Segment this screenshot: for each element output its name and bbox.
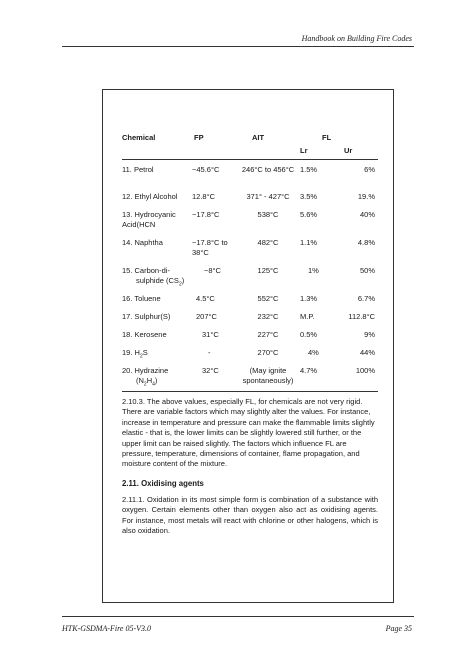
cell-ait: 482°C (257, 238, 279, 247)
cell-ait: 246°C to 456°C (241, 165, 295, 174)
cell-ait: 270°C (257, 348, 279, 357)
table-header-rule (122, 159, 378, 160)
formula-part: H (146, 375, 153, 385)
cell-ur: 4.8% (357, 238, 375, 247)
cell-chemical (122, 266, 192, 285)
footer-doc-id: HTK-GSDMA-Fire 05-V3.0 (62, 624, 152, 633)
chemical-formula: 19. H (122, 348, 140, 357)
chemical-line-1: 20. Hydrazine (122, 366, 169, 375)
chemical-formula-end: ) (181, 275, 185, 285)
table-header (122, 133, 378, 161)
header-chemical: Chemical (122, 133, 156, 142)
section-heading: 2.11. Oxidising agents (122, 479, 204, 488)
header-ur: Ur (344, 146, 353, 155)
cell-ait: (May ignite spontaneously) (242, 366, 294, 385)
cell-fp: 31°C (202, 330, 219, 339)
cell-fp: - (208, 348, 211, 357)
header-fp: FP (194, 133, 204, 142)
chemical-line-2 (122, 376, 157, 385)
cell-ait: 125°C (257, 266, 279, 275)
cell-lr: M.P. (300, 312, 315, 321)
formula-part: ) (154, 375, 158, 385)
cell-chemical: 12. Ethyl Alcohol (122, 192, 178, 201)
cell-fp: −17.8°C (192, 210, 220, 219)
cell-lr: 3.5% (300, 192, 318, 201)
footer-rule (62, 616, 414, 617)
paragraph-fl-variability: 2.10.3. The above values, especially FL, for chemicals are not very rigid. There are variable factors which may slightly alter the values. For instance, increase in temperature and pressure can make the flammable limits slightly elastic - that is, the lower limits can be slightly lowered still further, or the upper limit can be raised slightly. The factors which influence FL are pressure, temperature, dimensions of container, flame propagation, and moisture content of the mixture. (122, 397, 375, 469)
cell-chemical: 16. Toluene (122, 294, 161, 303)
cell-ur: 19.% (357, 192, 375, 201)
cell-lr: 4% (308, 348, 319, 357)
subscript: 2 (139, 353, 143, 360)
chemical-formula: sulphide (CS (136, 275, 179, 285)
cell-ait: 227°C (257, 330, 279, 339)
cell-ur: 9% (364, 330, 375, 339)
cell-fp: −17.8°C to 38°C (192, 238, 228, 257)
chemical-line-1: 15. Carbon-di- (122, 266, 170, 275)
header-fl: FL (322, 133, 332, 142)
paragraph-oxidation: 2.11.1. Oxidation in its most simple form is combination of a substance with oxygen. Certain elements other than oxygen also act as oxidising agents. For instance, most metals will react with chlorine or other halogens, which is also oxidation. (122, 495, 378, 536)
subscript: 2 (143, 381, 147, 387)
cell-lr: 1% (308, 266, 319, 275)
cell-ait: 538°C (257, 210, 279, 219)
running-header: Handbook on Building Fire Codes (301, 34, 412, 43)
cell-fp: 207°C (196, 312, 217, 321)
header-lr: Lr (300, 146, 308, 155)
cell-ur: 44% (359, 348, 375, 357)
subscript: 4 (152, 381, 155, 387)
cell-lr: 1.5% (300, 165, 318, 174)
chemical-line-2 (122, 276, 184, 285)
cell-ait: 552°C (257, 294, 279, 303)
cell-ur: 40% (359, 210, 375, 219)
cell-lr: 1.3% (300, 294, 318, 303)
header-rule (62, 46, 414, 47)
cell-ur: 100% (355, 366, 375, 375)
page-number: Page 35 (385, 624, 412, 633)
cell-lr: 4.7% (300, 366, 318, 375)
cell-chemical: 14. Naphtha (122, 238, 163, 247)
formula-part: (N (136, 375, 144, 385)
cell-fp: 32°C (202, 366, 219, 375)
cell-fp: 12.8°C (192, 192, 216, 201)
cell-fp: 4.5°C (196, 294, 215, 303)
cell-chemical: 18. Kerosene (122, 330, 167, 339)
cell-lr: 5.6% (300, 210, 318, 219)
cell-ait: 371° - 427°C (246, 192, 290, 201)
cell-ur: 6% (364, 165, 375, 174)
cell-chemical: 11. Petrol (122, 165, 154, 174)
chemical-formula-end: S (142, 348, 148, 357)
cell-chemical (122, 366, 192, 385)
cell-chemical (122, 348, 192, 358)
chemical-table (122, 133, 378, 387)
cell-ur: 50% (359, 266, 375, 275)
table-bottom-rule (122, 391, 378, 392)
cell-chemical: 17. Sulphur(S) (122, 312, 171, 321)
subscript: 2 (178, 281, 182, 287)
cell-lr: 0.5% (300, 330, 318, 339)
cell-fp: −45.6°C (192, 165, 220, 174)
cell-fp: −8°C (204, 266, 221, 275)
cell-chemical: 13. Hydrocyanic Acid(HCN (122, 210, 176, 229)
header-ait: AIT (252, 133, 265, 142)
cell-ur: 112.8°C (348, 312, 375, 321)
cell-ait: 232°C (257, 312, 279, 321)
cell-lr: 1.1% (300, 238, 318, 247)
cell-ur: 6.7% (357, 294, 375, 303)
